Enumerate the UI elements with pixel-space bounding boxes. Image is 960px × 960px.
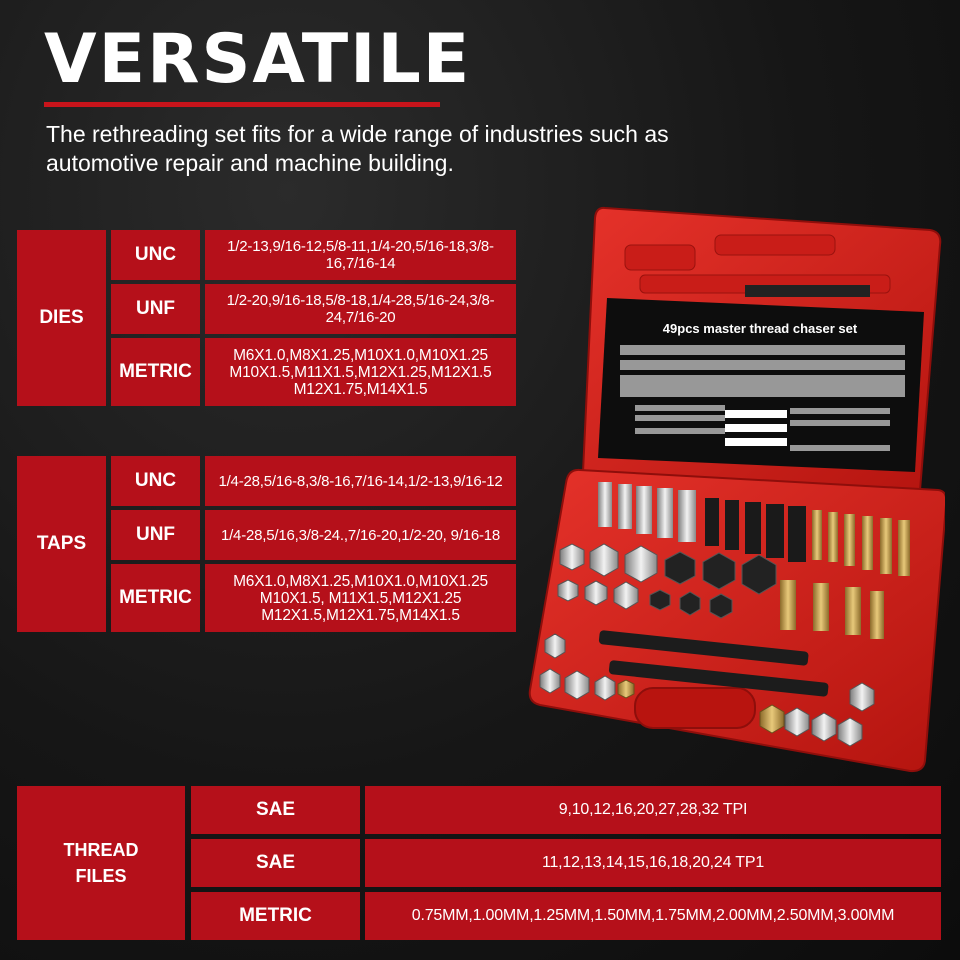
thread-files-label: THREAD FILES: [17, 786, 185, 940]
dies-unc-value: 1/2-13,9/16-12,5/8-11,1/4-20,5/16-18,3/8-16,7/16-14: [205, 230, 516, 280]
thread-chaser-case-image: [520, 200, 945, 775]
dies-label: DIES: [17, 230, 106, 406]
thread-files-sae1-value: 9,10,12,16,20,27,28,32 TPI: [365, 786, 941, 834]
thread-files-sae2-value: 11,12,13,14,15,16,18,20,24 TP1: [365, 839, 941, 887]
dies-unf-value: 1/2-20,9/16-18,5/8-18,1/4-28,5/16-24,3/8-24,7/16-20: [205, 284, 516, 334]
page-title: VERSATILE: [44, 20, 472, 99]
subtitle: The rethreading set fits for a wide range of industries such as automotive repair and machine building.: [46, 121, 669, 176]
taps-metric-label: METRIC: [111, 564, 200, 632]
thread-files-sae2-label: SAE: [191, 839, 360, 887]
dies-metric-value: M6X1.0,M8X1.25,M10X1.0,M10X1.25 M10X1.5,M11X1.5,M12X1.25,M12X1.5 M12X1.75,M14X1.5: [205, 338, 516, 406]
taps-unf-value: 1/4-28,5/16,3/8-24.,7/16-20,1/2-20, 9/16-18: [205, 510, 516, 560]
dies-unc-label: UNC: [111, 230, 200, 280]
thread-files-metric-value: 0.75MM,1.00MM,1.25MM,1.50MM,1.75MM,2.00MM,2.50MM,3.00MM: [365, 892, 941, 940]
case-label: 49pcs master thread chaser set: [662, 321, 858, 336]
thread-files-metric-label: METRIC: [191, 892, 360, 940]
thread-files-sae1-label: SAE: [191, 786, 360, 834]
taps-unf-label: UNF: [111, 510, 200, 560]
taps-metric-value: M6X1.0,M8X1.25,M10X1.0,M10X1.25 M10X1.5, M11X1.5,M12X1.25 M12X1.5,M12X1.75,M14X1.5: [205, 564, 516, 632]
taps-unc-value: 1/4-28,5/16-8,3/8-16,7/16-14,1/2-13,9/16-12: [205, 456, 516, 506]
dies-metric-label: METRIC: [111, 338, 200, 406]
title-underline: [44, 102, 440, 107]
taps-label: TAPS: [17, 456, 106, 632]
dies-unf-label: UNF: [111, 284, 200, 334]
taps-unc-label: UNC: [111, 456, 200, 506]
